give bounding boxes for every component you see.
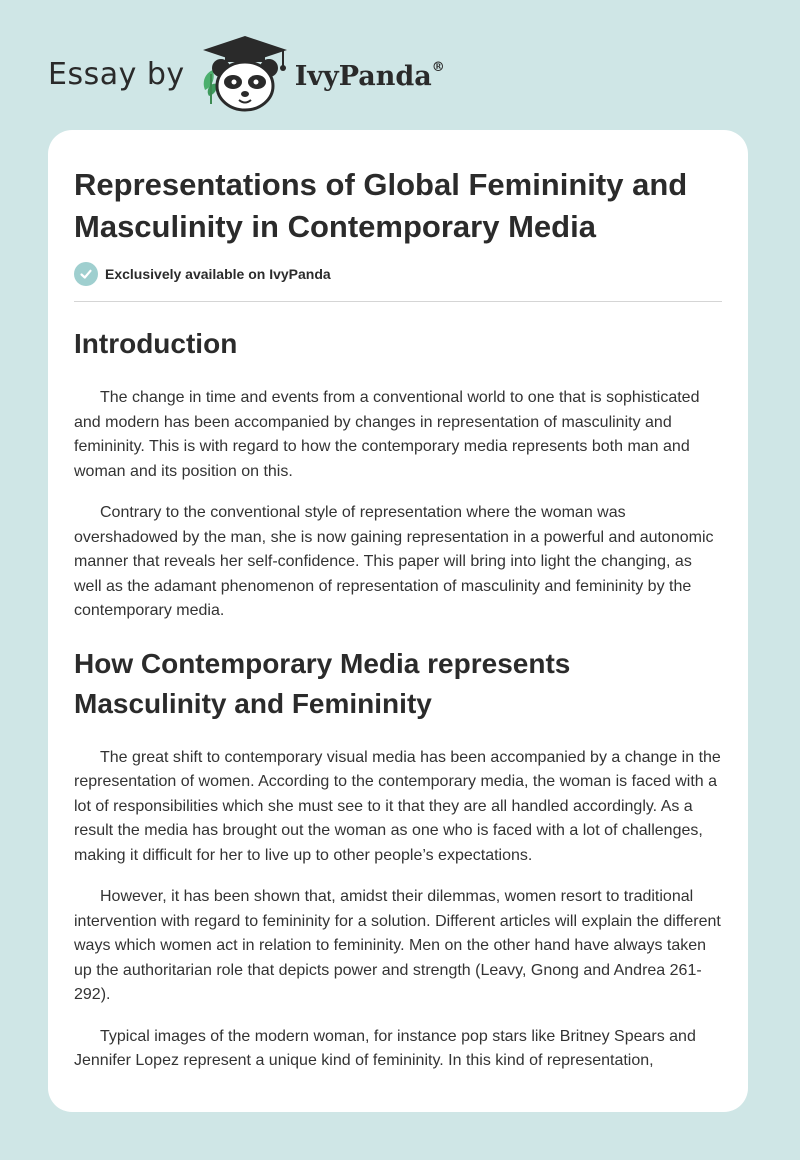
panda-logo-icon[interactable] bbox=[199, 34, 291, 114]
site-header bbox=[48, 34, 445, 114]
title-divider bbox=[74, 301, 722, 302]
exclusive-badge bbox=[74, 260, 722, 288]
essay-by-label: Essay by bbox=[48, 56, 185, 92]
brand-name[interactable]: IvyPanda® bbox=[294, 59, 445, 92]
paragraph: The change in time and events from a conventional world to one that is sophisticated and modern has been accompanied by changes in representation of masculinity and femininity. This is with regard to how the contemporary media represents both man and woman and its position on this. bbox=[74, 389, 700, 480]
paragraph: Contrary to the conventional style of representation where the woman was overshadowed by the man, she is now gaining representation in a powerful and autonomic manner that reveals her self-confidence. This paper will bring into light the changing, as well as the adamant phenomenon of representation of masculinity and femininity by the contemporary media. bbox=[74, 504, 714, 619]
paragraph: However, it has been shown that, amidst their dilemmas, women resort to traditional intervention with regard to femininity for a solution. Different articles will explain the different ways which women act in relation to femininity. Men on the other hand have always taken up the authoritarian role that depicts power and strength (Leavy, Gnong and Andrea 261-292). bbox=[74, 888, 721, 1003]
paragraph: The great shift to contemporary visual media has been accompanied by a change in the representation of women. According to the contemporary media, the woman is faced with a lot of responsibilities which she must see to it that they are all handled accordingly. As a result the media has brought out the woman as one who is faced with a lot of challenges, making it difficult for her to live up to other people’s expectations. bbox=[74, 748, 721, 864]
article-card bbox=[48, 130, 748, 1112]
exclusive-badge-text: Exclusively available on IvyPanda bbox=[105, 266, 331, 282]
section-heading-introduction: Introduction bbox=[74, 328, 238, 359]
section-heading-representation: How Contemporary Media represents Masculinity and Femininity bbox=[74, 647, 571, 719]
paragraph: Typical images of the modern woman, for instance pop stars like Britney Spears and Jennifer Lopez represent a unique kind of femininity. In this kind of representation, bbox=[74, 1027, 696, 1069]
check-icon bbox=[74, 262, 98, 286]
article-title: Representations of Global Femininity and Masculinity in Contemporary Media bbox=[74, 167, 688, 244]
registered-mark: ® bbox=[431, 59, 445, 75]
